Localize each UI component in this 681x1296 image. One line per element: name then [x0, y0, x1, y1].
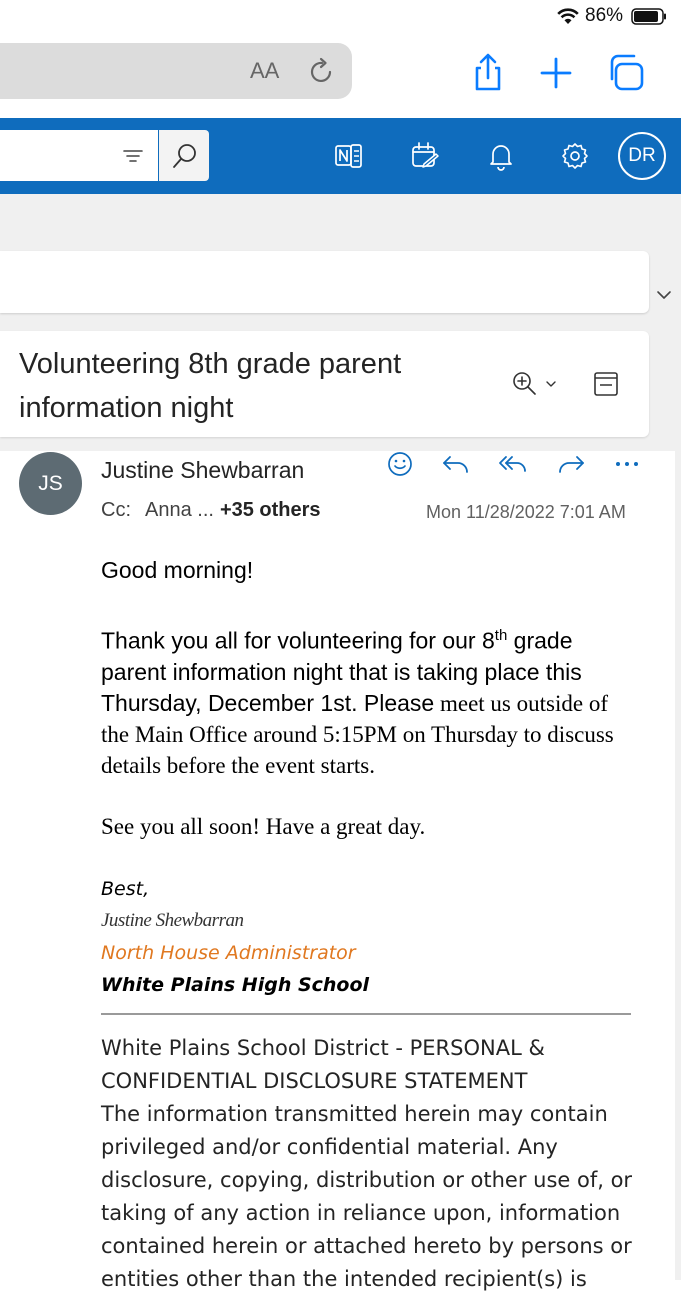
sent-date: Mon 11/28/2022 7:01 AM	[426, 502, 626, 522]
closing: Best,	[101, 878, 150, 900]
signature-role: North House Administrator	[101, 942, 356, 964]
email-subject: Volunteering 8th grade parent information night	[19, 348, 402, 424]
reply-all-icon[interactable]	[498, 449, 528, 479]
my-day-icon[interactable]	[410, 140, 440, 172]
superscript: th	[494, 627, 508, 644]
body-paragraph-1	[101, 620, 641, 781]
zoom-icon[interactable]	[510, 369, 558, 399]
text-size-button[interactable]: AA	[250, 58, 280, 83]
account-avatar[interactable]: DR	[618, 132, 666, 180]
body-text: grade parent information night that is taking place this Thursday, December 1st. Please	[101, 627, 582, 716]
reply-icon[interactable]	[441, 449, 471, 479]
wifi-icon	[556, 6, 580, 26]
body-text: Thank you all for volunteering for our 8	[101, 627, 495, 654]
sender-avatar[interactable]: JS	[19, 452, 82, 515]
sender-name[interactable]: Justine Shewbarran	[101, 457, 305, 483]
cc-line[interactable]	[101, 499, 321, 522]
onenote-icon[interactable]	[334, 140, 364, 172]
forward-icon[interactable]	[556, 449, 586, 479]
command-strip	[0, 251, 649, 313]
tabs-icon[interactable]	[608, 52, 644, 92]
body-text: meet us outside of the Main Office around 5:15PM on Thursday to discuss details before the event starts.	[101, 690, 614, 778]
address-bar[interactable]	[0, 43, 352, 99]
signature-school: White Plains High School	[101, 974, 370, 996]
more-icon[interactable]	[612, 449, 642, 479]
battery-icon	[631, 8, 667, 25]
gear-icon[interactable]	[560, 140, 590, 172]
emoji-icon[interactable]	[385, 449, 415, 479]
filter-icon[interactable]	[122, 146, 144, 166]
greeting: Good morning!	[101, 557, 254, 583]
reload-icon[interactable]	[308, 56, 336, 86]
divider	[101, 1013, 631, 1015]
search-icon	[171, 142, 199, 170]
immersive-reader-icon[interactable]	[592, 370, 620, 398]
body-paragraph-2: See you all soon! Have a great day.	[101, 814, 426, 839]
bell-icon[interactable]	[486, 140, 516, 172]
disclosure-title: White Plains School District - PERSONAL & CONFIDENTIAL DISCLOSURE STATEMENT	[101, 1036, 545, 1093]
cc-recipient[interactable]: Anna ...	[145, 499, 214, 521]
disclosure-text: The information transmitted herein may contain privileged and/or confidential material. Any disclosure, copying, distribution or other use of, or taking of any action in reliance upon, information contained herein or attached hereto by persons or entities other than the intended recipient(s) is	[101, 1102, 633, 1291]
cc-others-count[interactable]: +35 others	[219, 499, 321, 521]
disclosure	[101, 1032, 641, 1296]
plus-icon[interactable]	[538, 52, 574, 92]
chevron-down-icon[interactable]	[655, 288, 673, 302]
signature: Justine Shewbarran	[101, 910, 244, 931]
share-icon[interactable]	[470, 52, 506, 92]
battery-percentage: 86%	[585, 5, 624, 26]
search-button[interactable]	[159, 130, 209, 181]
cc-label: Cc:	[101, 499, 131, 521]
